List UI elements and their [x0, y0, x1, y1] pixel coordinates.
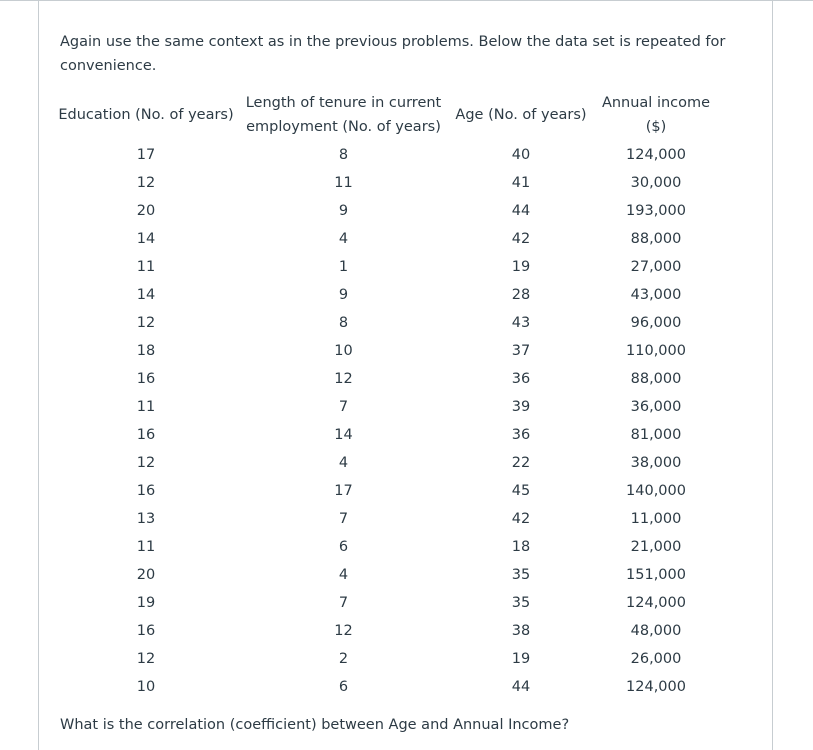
table-row — [56, 337, 721, 365]
education-cell: 16 — [136, 427, 156, 443]
intro-text: Again use the same context as in the previous problems. Below the data set is repeated for convenience. — [60, 34, 726, 74]
income-cell: 88,000 — [630, 371, 682, 387]
income-cell: 36,000 — [630, 399, 682, 415]
income-cell: 26,000 — [630, 651, 682, 667]
age-cell: 35 — [511, 567, 531, 583]
tenure-cell: 2 — [338, 651, 349, 667]
table-row — [56, 673, 721, 701]
education-cell: 13 — [136, 511, 156, 527]
table-row — [56, 309, 721, 337]
income-cell: 48,000 — [630, 623, 682, 639]
table-row — [56, 141, 721, 169]
education-cell: 16 — [136, 623, 156, 639]
question-text: What is the correlation (coefficient) between Age and Annual Income? — [60, 717, 570, 733]
table-row — [56, 421, 721, 449]
age-cell: 39 — [511, 399, 531, 415]
tenure-cell: 17 — [334, 483, 353, 499]
table-row — [56, 393, 721, 421]
education-cell: 14 — [136, 231, 156, 247]
header-education: Education (No. of years) — [58, 107, 234, 123]
data-table — [56, 89, 721, 701]
education-cell: 12 — [136, 651, 156, 667]
header-tenure-line2: employment (No. of years) — [246, 119, 441, 135]
table-row — [56, 197, 721, 225]
table-row — [56, 533, 721, 561]
age-cell: 35 — [511, 595, 531, 611]
income-cell: 140,000 — [626, 483, 686, 499]
tenure-cell: 8 — [338, 147, 349, 163]
tenure-cell: 4 — [338, 567, 349, 583]
income-cell: 96,000 — [630, 315, 682, 331]
age-cell: 44 — [511, 679, 531, 695]
income-cell: 30,000 — [630, 175, 682, 191]
tenure-cell: 7 — [338, 511, 349, 527]
age-cell: 19 — [511, 651, 531, 667]
tenure-cell: 4 — [338, 455, 349, 471]
table-row — [56, 505, 721, 533]
table-row — [56, 477, 721, 505]
tenure-cell: 10 — [334, 343, 353, 359]
education-cell: 11 — [136, 399, 156, 415]
age-cell: 44 — [511, 203, 531, 219]
age-cell: 45 — [511, 483, 531, 499]
age-cell: 19 — [511, 259, 531, 275]
income-cell: 81,000 — [630, 427, 682, 443]
income-cell: 88,000 — [630, 231, 682, 247]
age-cell: 37 — [511, 343, 531, 359]
tenure-cell: 7 — [338, 595, 349, 611]
table-row — [56, 617, 721, 645]
age-cell: 42 — [511, 231, 531, 247]
table-row — [56, 449, 721, 477]
header-income: Annual income ($) — [601, 95, 711, 135]
age-cell: 40 — [511, 147, 531, 163]
header-tenure — [236, 89, 451, 141]
income-cell: 27,000 — [630, 259, 682, 275]
header-row — [56, 89, 721, 141]
tenure-cell: 1 — [338, 259, 349, 275]
education-cell: 14 — [136, 287, 156, 303]
table-row — [56, 645, 721, 673]
tenure-cell: 9 — [338, 203, 349, 219]
age-cell: 42 — [511, 511, 531, 527]
education-cell: 17 — [136, 147, 156, 163]
age-cell: 28 — [511, 287, 531, 303]
age-cell: 36 — [511, 427, 531, 443]
income-cell: 38,000 — [630, 455, 682, 471]
education-cell: 19 — [136, 595, 156, 611]
table-row — [56, 365, 721, 393]
education-cell: 10 — [136, 679, 156, 695]
table-row — [56, 561, 721, 589]
tenure-cell: 12 — [334, 623, 353, 639]
age-cell: 18 — [511, 539, 531, 555]
age-cell: 36 — [511, 371, 531, 387]
education-cell: 11 — [136, 539, 156, 555]
question-panel — [38, 0, 773, 750]
age-cell: 38 — [511, 623, 531, 639]
header-tenure-line1: Length of tenure in current — [245, 95, 442, 111]
education-cell: 16 — [136, 371, 156, 387]
age-cell: 43 — [511, 315, 531, 331]
tenure-cell: 6 — [338, 679, 349, 695]
education-cell: 20 — [136, 567, 156, 583]
tenure-cell: 11 — [334, 175, 353, 191]
income-cell: 193,000 — [626, 203, 686, 219]
education-cell: 20 — [136, 203, 156, 219]
tenure-cell: 7 — [338, 399, 349, 415]
table-row — [56, 225, 721, 253]
tenure-cell: 9 — [338, 287, 349, 303]
tenure-cell: 12 — [334, 371, 353, 387]
tenure-cell: 14 — [334, 427, 353, 443]
education-cell: 12 — [136, 315, 156, 331]
table-body — [56, 141, 721, 701]
income-cell: 124,000 — [626, 147, 686, 163]
table-row — [56, 589, 721, 617]
age-cell: 41 — [511, 175, 531, 191]
table-row — [56, 253, 721, 281]
education-cell: 12 — [136, 455, 156, 471]
education-cell: 18 — [136, 343, 156, 359]
income-cell: 11,000 — [630, 511, 682, 527]
income-cell: 151,000 — [626, 567, 686, 583]
table-row — [56, 169, 721, 197]
age-cell: 22 — [511, 455, 531, 471]
income-cell: 124,000 — [626, 679, 686, 695]
education-cell: 16 — [136, 483, 156, 499]
income-cell: 110,000 — [626, 343, 686, 359]
education-cell: 12 — [136, 175, 156, 191]
income-cell: 124,000 — [626, 595, 686, 611]
table-row — [56, 281, 721, 309]
income-cell: 43,000 — [630, 287, 682, 303]
tenure-cell: 4 — [338, 231, 349, 247]
tenure-cell: 6 — [338, 539, 349, 555]
income-cell: 21,000 — [630, 539, 682, 555]
header-age: Age (No. of years) — [455, 107, 587, 123]
education-cell: 11 — [136, 259, 156, 275]
tenure-cell: 8 — [338, 315, 349, 331]
